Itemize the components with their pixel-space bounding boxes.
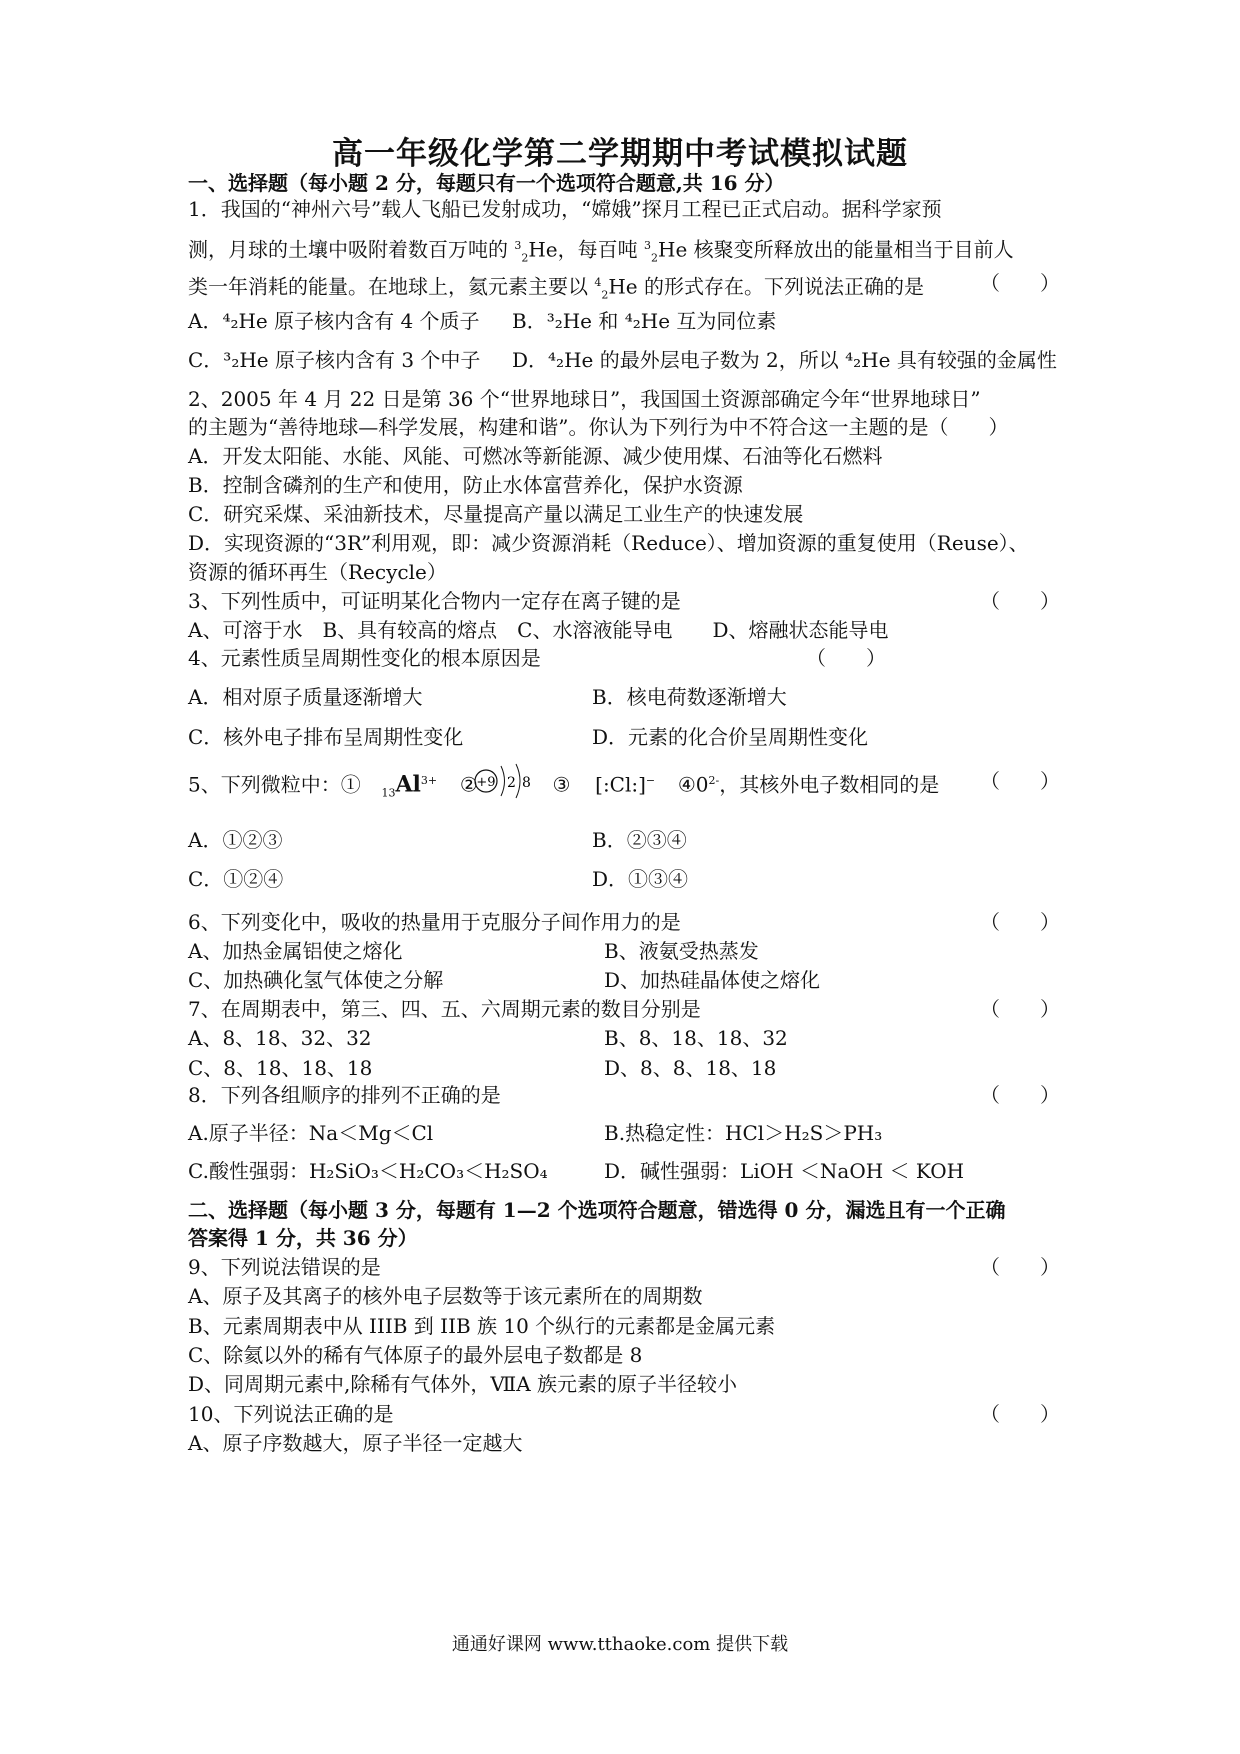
q1-option-b: B．³₂He 和 ⁴₂He 互为同位素 [512, 309, 777, 333]
q7-option-c: C、8、18、18、18 [188, 1056, 373, 1080]
section2-heading-line2: 答案得 1 分，共 36 分） [188, 1226, 418, 1250]
q1-option-a: A．⁴₂He 原子核内含有 4 个质子 [188, 309, 480, 333]
q6-option-b: B、液氨受热蒸发 [604, 939, 759, 963]
q8-option-d: D．碱性强弱：LiOH ＜NaOH ＜ KOH [604, 1159, 965, 1183]
q1-option-c: C．³₂He 原子核内含有 3 个中子 [188, 348, 481, 372]
section2-heading-line1: 二、选择题（每小题 3 分，每题有 1—2 个选项符合题意，错选得 0 分，漏选且有一个正确 [188, 1198, 1006, 1222]
q1-answer-bracket[interactable]: （ ） [980, 271, 1060, 295]
q7-stem: 7、在周期表中，第三、四、五、六周期元素的数目分别是 [188, 997, 701, 1021]
q8-option-b: B.热稳定性：HCl＞H₂S＞PH₃ [604, 1121, 883, 1145]
q6-answer-bracket[interactable]: （ ） [980, 910, 1060, 934]
q10-stem: 10、下列说法正确的是 [188, 1402, 394, 1426]
q4-answer-bracket[interactable]: （ ） [806, 646, 886, 670]
q5-option-a: A．①②③ [188, 828, 283, 852]
q7-option-d: D、8、8、18、18 [604, 1056, 777, 1080]
atom-structure-diagram [472, 756, 542, 806]
q3-answer-bracket[interactable]: （ ） [980, 589, 1060, 613]
q1-line2: 测，月球的土壤中吸附着数百万吨的 $^3_2$He，每百吨 $^3_2$He 核聚变所释放出的能量相当于目前人 [188, 237, 1014, 265]
q8-option-a: A.原子半径：Na＜Mg＜Cl [188, 1121, 434, 1145]
shell-1-count: 2 [507, 775, 516, 791]
q8-answer-bracket[interactable]: （ ） [980, 1083, 1060, 1107]
q6-option-d: D、加热硅晶体使之熔化 [604, 968, 821, 992]
q8-option-c: C.酸性强弱：H₂SiO₃＜H₂CO₃＜H₂SO₄ [188, 1159, 548, 1183]
q9-option-b: B、元素周期表中从 IIIB 到 IIB 族 10 个纵行的元素都是金属元素 [188, 1314, 776, 1338]
chloride-ion: [:Cl:] [595, 772, 646, 797]
shell-2-count: 8 [522, 775, 531, 791]
q8-stem: 8．下列各组顺序的排列不正确的是 [188, 1083, 501, 1107]
q10-option-a: A、原子序数越大，原子半径一定越大 [188, 1431, 523, 1455]
section1-heading: 一、选择题（每小题 2 分，每题只有一个选项符合题意,共 16 分） [188, 171, 785, 195]
q2-line2: 的主题为“善待地球—科学发展，构建和谐”。你认为下列行为中不符合这一主题的是（ ） [188, 415, 1009, 439]
q5-answer-bracket[interactable]: （ ） [980, 769, 1060, 793]
q7-option-a: A、8、18、32、32 [188, 1026, 372, 1050]
q6-stem: 6、下列变化中，吸收的热量用于克服分子间作用力的是 [188, 910, 681, 934]
q4-option-c: C．核外电子排布呈周期性变化 [188, 725, 464, 749]
q2-line1: 2、2005 年 4 月 22 日是第 36 个“世界地球日”，我国国土资源部确定今年“世界地球日” [188, 387, 981, 411]
page-title: 高一年级化学第二学期期中考试模拟试题 [332, 136, 908, 172]
q5-stem: 5、下列微粒中：① $_{13}Al^{3+}$ ② ③ [:Cl:]− $④0^{2-}$，其核外电子数相同的是 [188, 771, 940, 800]
q9-stem: 9、下列说法错误的是 [188, 1255, 381, 1279]
q4-option-a: A．相对原子质量逐渐增大 [188, 685, 423, 709]
q4-option-b: B．核电荷数逐渐增大 [592, 685, 787, 709]
q9-option-d: D、同周期元素中,除稀有气体外，ⅦA 族元素的原子半径较小 [188, 1372, 738, 1396]
q3-options: A、可溶于水 B、具有较高的熔点 C、水溶液能导电 D、熔融状态能导电 [188, 618, 889, 642]
q4-option-d: D．元素的化合价呈周期性变化 [592, 725, 869, 749]
footer-source: 通通好课网 www.tthaoke.com 提供下载 [451, 1634, 789, 1655]
q7-option-b: B、8、18、18、32 [604, 1026, 788, 1050]
q1-option-d: D．⁴₂He 的最外层电子数为 2，所以 ⁴₂He 具有较强的金属性 [512, 348, 1057, 372]
nucleus-charge: +9 [476, 775, 496, 790]
q2-option-d-line1: D．实现资源的“3R”利用观，即：减少资源消耗（Reduce）、增加资源的重复使用（Reuse）、 [188, 531, 1029, 555]
q6-option-c: C、加热碘化氢气体使之分解 [188, 968, 444, 992]
q9-option-c: C、除氦以外的稀有气体原子的最外层电子数都是 8 [188, 1343, 643, 1367]
q5-option-c: C．①②④ [188, 867, 284, 891]
q5-option-b: B．②③④ [592, 828, 687, 852]
q10-answer-bracket[interactable]: （ ） [980, 1402, 1060, 1426]
q7-answer-bracket[interactable]: （ ） [980, 997, 1060, 1021]
q9-option-a: A、原子及其离子的核外电子层数等于该元素所在的周期数 [188, 1284, 703, 1308]
aluminum-ion: Al [395, 771, 421, 798]
q3-stem: 3、下列性质中，可证明某化合物内一定存在离子键的是 [188, 589, 681, 613]
q1-line1: 1．我国的“神州六号”载人飞船已发射成功，“嫦娥”探月工程已正式启动。据科学家预 [188, 197, 942, 221]
q5-option-d: D．①③④ [592, 867, 689, 891]
q1-line3: 类一年消耗的能量。在地球上，氦元素主要以 $^4_2$He 的形式存在。下列说法正确的是 [188, 274, 924, 302]
q2-option-c: C．研究采煤、采油新技术，尽量提高产量以满足工业生产的快速发展 [188, 502, 804, 526]
q2-option-b: B．控制含磷剂的生产和使用，防止水体富营养化，保护水资源 [188, 473, 743, 497]
q6-option-a: A、加热金属铝使之熔化 [188, 939, 403, 963]
q2-option-d-line2: 资源的循环再生（Recycle） [188, 560, 447, 584]
q9-answer-bracket[interactable]: （ ） [980, 1255, 1060, 1279]
q2-option-a: A．开发太阳能、水能、风能、可燃冰等新能源、减少使用煤、石油等化石燃料 [188, 444, 883, 468]
q4-stem: 4、元素性质呈周期性变化的根本原因是 [188, 646, 541, 670]
